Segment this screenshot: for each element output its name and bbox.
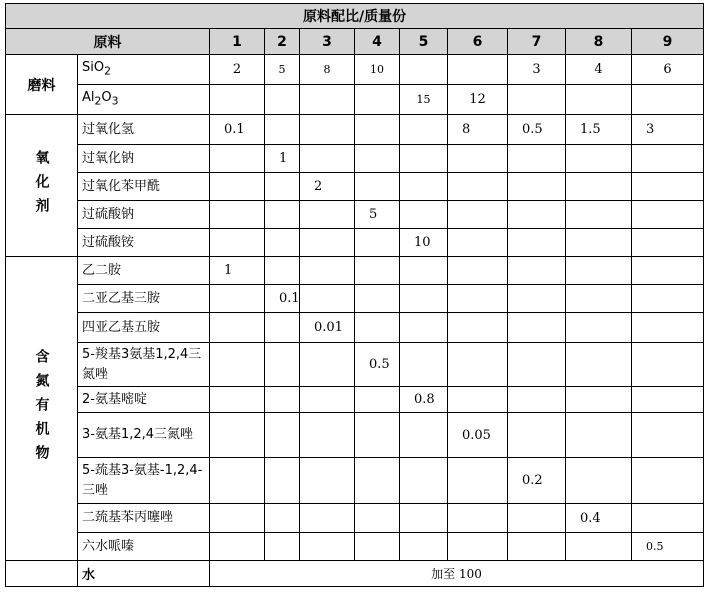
- ingredient-name: 5-羧基3氨基1,2,4三氮唑: [78, 343, 210, 387]
- formula-base: Al: [82, 89, 95, 105]
- value-cell: [632, 458, 704, 504]
- value-cell: [400, 343, 448, 387]
- value-cell: [355, 173, 400, 201]
- value-cell: 6: [632, 55, 704, 85]
- table-row: [6, 173, 704, 201]
- value-cell: [632, 413, 704, 458]
- water-empty-cell: [6, 561, 78, 587]
- value-cell: 0.8: [400, 387, 448, 413]
- ingredient-name: 二亚乙基三胺: [78, 285, 210, 313]
- value-cell: [210, 229, 265, 257]
- value-cell: [400, 285, 448, 313]
- value-cell: [448, 458, 508, 504]
- value-cell: [508, 145, 566, 173]
- ingredient-name: 四亚乙基五胺: [78, 313, 210, 343]
- value-cell: [566, 145, 632, 173]
- value-cell: 3: [508, 55, 566, 85]
- value-cell: 0.5: [632, 533, 704, 561]
- table-row: [6, 229, 704, 257]
- value-cell: [210, 85, 265, 115]
- value-cell: [632, 343, 704, 387]
- ingredient-name: 过氧化钠: [78, 145, 210, 173]
- column-header: 2: [265, 29, 300, 55]
- value-cell: [355, 504, 400, 533]
- ingredient-name: 5-巯基3-氨基-1,2,4-三唑: [78, 458, 210, 504]
- value-cell: [508, 85, 566, 115]
- value-cell: [566, 533, 632, 561]
- value-cell: [265, 387, 300, 413]
- column-header: 3: [300, 29, 355, 55]
- table-row: [6, 533, 704, 561]
- value-cell: 8: [448, 115, 508, 145]
- value-cell: [632, 173, 704, 201]
- value-cell: [355, 533, 400, 561]
- value-cell: [265, 413, 300, 458]
- value-cell: [300, 343, 355, 387]
- header-label: 原料: [6, 29, 210, 55]
- value-cell: [566, 413, 632, 458]
- value-cell: [400, 458, 448, 504]
- value-cell: [632, 229, 704, 257]
- value-cell: 3: [632, 115, 704, 145]
- value-cell: [210, 285, 265, 313]
- value-cell: [632, 201, 704, 229]
- value-cell: [300, 201, 355, 229]
- value-cell: 0.4: [566, 504, 632, 533]
- value-cell: [400, 504, 448, 533]
- table-row: [6, 387, 704, 413]
- table-row: [6, 413, 704, 458]
- value-cell: [265, 458, 300, 504]
- value-cell: 0.1: [210, 115, 265, 145]
- table-row: [6, 458, 704, 504]
- value-cell: [265, 313, 300, 343]
- table-row: [6, 504, 704, 533]
- value-cell: 0.01: [300, 313, 355, 343]
- value-cell: [300, 533, 355, 561]
- ingredient-name: 2-氨基嘧啶: [78, 387, 210, 413]
- table-row: [6, 343, 704, 387]
- value-cell: [300, 257, 355, 285]
- value-cell: [508, 533, 566, 561]
- value-cell: [448, 343, 508, 387]
- value-cell: [508, 257, 566, 285]
- value-cell: [355, 115, 400, 145]
- value-cell: [265, 504, 300, 533]
- value-cell: [400, 413, 448, 458]
- category-label: 磨料: [27, 77, 56, 94]
- value-cell: 5: [265, 55, 300, 85]
- value-cell: [400, 313, 448, 343]
- value-cell: [508, 343, 566, 387]
- value-cell: [566, 85, 632, 115]
- value-cell: 1.5: [566, 115, 632, 145]
- value-cell: [448, 504, 508, 533]
- table-row: [6, 115, 704, 145]
- value-cell: [632, 313, 704, 343]
- value-cell: [300, 229, 355, 257]
- column-header: 1: [210, 29, 265, 55]
- value-cell: [300, 145, 355, 173]
- value-cell: 10: [400, 229, 448, 257]
- value-cell: 0.5: [508, 115, 566, 145]
- value-cell: [400, 145, 448, 173]
- ingredient-name: [78, 55, 210, 85]
- value-cell: [566, 387, 632, 413]
- value-cell: [265, 115, 300, 145]
- value-cell: [448, 257, 508, 285]
- recipe-table: [5, 3, 704, 587]
- value-cell: [265, 229, 300, 257]
- table-row: [6, 313, 704, 343]
- value-cell: 5: [355, 201, 400, 229]
- column-header: 8: [566, 29, 632, 55]
- category-cell: [6, 115, 78, 257]
- value-cell: [400, 533, 448, 561]
- value-cell: [632, 85, 704, 115]
- value-cell: [300, 413, 355, 458]
- value-cell: 12: [448, 85, 508, 115]
- value-cell: 0.05: [448, 413, 508, 458]
- value-cell: 0.1: [265, 285, 300, 313]
- value-cell: [508, 413, 566, 458]
- value-cell: 2: [210, 55, 265, 85]
- value-cell: 8: [300, 55, 355, 85]
- value-cell: [400, 173, 448, 201]
- value-cell: [355, 85, 400, 115]
- ingredient-name: 过氧化苯甲酰: [78, 173, 210, 201]
- value-cell: [355, 257, 400, 285]
- value-cell: [448, 313, 508, 343]
- value-cell: [448, 387, 508, 413]
- value-cell: [400, 201, 448, 229]
- category-label: 含氮有机物: [33, 348, 50, 469]
- value-cell: [566, 201, 632, 229]
- value-cell: [355, 313, 400, 343]
- value-cell: [210, 343, 265, 387]
- ingredient-name: 乙二胺: [78, 257, 210, 285]
- table-title: 原料配比/质量份: [6, 4, 704, 29]
- value-cell: [508, 229, 566, 257]
- column-header: 7: [508, 29, 566, 55]
- value-cell: [508, 173, 566, 201]
- value-cell: [400, 115, 448, 145]
- value-cell: [210, 145, 265, 173]
- water-value: 加至 100: [210, 561, 704, 587]
- column-header: 6: [448, 29, 508, 55]
- ingredient-name: 六水哌嗪: [78, 533, 210, 561]
- table-row: [6, 145, 704, 173]
- value-cell: [210, 173, 265, 201]
- value-cell: 10: [355, 55, 400, 85]
- value-cell: [508, 504, 566, 533]
- value-cell: [448, 229, 508, 257]
- value-cell: [355, 145, 400, 173]
- formula-subscript: 3: [111, 94, 119, 108]
- value-cell: [448, 285, 508, 313]
- value-cell: [400, 55, 448, 85]
- formula-base: SiO: [82, 59, 105, 75]
- table-row: [6, 257, 704, 285]
- value-cell: [300, 115, 355, 145]
- value-cell: [632, 145, 704, 173]
- value-cell: [355, 229, 400, 257]
- value-cell: [210, 313, 265, 343]
- category-cell: [6, 55, 78, 115]
- water-label: 水: [78, 561, 210, 587]
- formula-subscript: 2: [94, 94, 102, 108]
- value-cell: [355, 285, 400, 313]
- value-cell: 0.2: [508, 458, 566, 504]
- value-cell: [355, 413, 400, 458]
- category-cell: [6, 257, 78, 561]
- table-row: [6, 285, 704, 313]
- value-cell: [265, 343, 300, 387]
- value-cell: [566, 229, 632, 257]
- value-cell: [566, 285, 632, 313]
- table-row: [6, 55, 704, 85]
- value-cell: [448, 145, 508, 173]
- value-cell: 4: [566, 55, 632, 85]
- ingredient-name: 过硫酸钠: [78, 201, 210, 229]
- value-cell: 2: [300, 173, 355, 201]
- ingredient-name: [78, 85, 210, 115]
- ingredient-name: 过硫酸铵: [78, 229, 210, 257]
- value-cell: 1: [210, 257, 265, 285]
- column-header: 9: [632, 29, 704, 55]
- formula-subscript: 2: [104, 64, 111, 78]
- value-cell: [448, 533, 508, 561]
- value-cell: [210, 387, 265, 413]
- value-cell: [300, 504, 355, 533]
- value-cell: [566, 173, 632, 201]
- value-cell: [508, 285, 566, 313]
- value-cell: [210, 533, 265, 561]
- column-header: 4: [355, 29, 400, 55]
- value-cell: 15: [400, 85, 448, 115]
- value-cell: [355, 387, 400, 413]
- value-cell: [300, 458, 355, 504]
- value-cell: [210, 201, 265, 229]
- value-cell: [632, 285, 704, 313]
- value-cell: [300, 387, 355, 413]
- value-cell: [508, 201, 566, 229]
- value-cell: [210, 504, 265, 533]
- value-cell: [448, 173, 508, 201]
- value-cell: [508, 387, 566, 413]
- value-cell: [300, 285, 355, 313]
- value-cell: [448, 201, 508, 229]
- value-cell: [566, 343, 632, 387]
- ingredient-name: 二巯基苯丙噻唑: [78, 504, 210, 533]
- value-cell: [210, 413, 265, 458]
- table-row: [6, 201, 704, 229]
- value-cell: [566, 257, 632, 285]
- value-cell: [265, 533, 300, 561]
- value-cell: [632, 387, 704, 413]
- value-cell: [448, 55, 508, 85]
- value-cell: [566, 458, 632, 504]
- value-cell: [210, 458, 265, 504]
- ingredient-name: 3-氨基1,2,4三氮唑: [78, 413, 210, 458]
- value-cell: [265, 201, 300, 229]
- value-cell: [400, 257, 448, 285]
- formula-tail: O: [101, 89, 112, 105]
- value-cell: 1: [265, 145, 300, 173]
- value-cell: [566, 313, 632, 343]
- value-cell: [508, 313, 566, 343]
- value-cell: [265, 85, 300, 115]
- value-cell: [265, 173, 300, 201]
- value-cell: [632, 257, 704, 285]
- value-cell: [632, 504, 704, 533]
- value-cell: 0.5: [355, 343, 400, 387]
- column-header: 5: [400, 29, 448, 55]
- value-cell: [265, 257, 300, 285]
- value-cell: [355, 458, 400, 504]
- value-cell: [300, 85, 355, 115]
- ingredient-name: 过氧化氢: [78, 115, 210, 145]
- table-row: [6, 85, 704, 115]
- category-label: 氧化剂: [33, 149, 50, 222]
